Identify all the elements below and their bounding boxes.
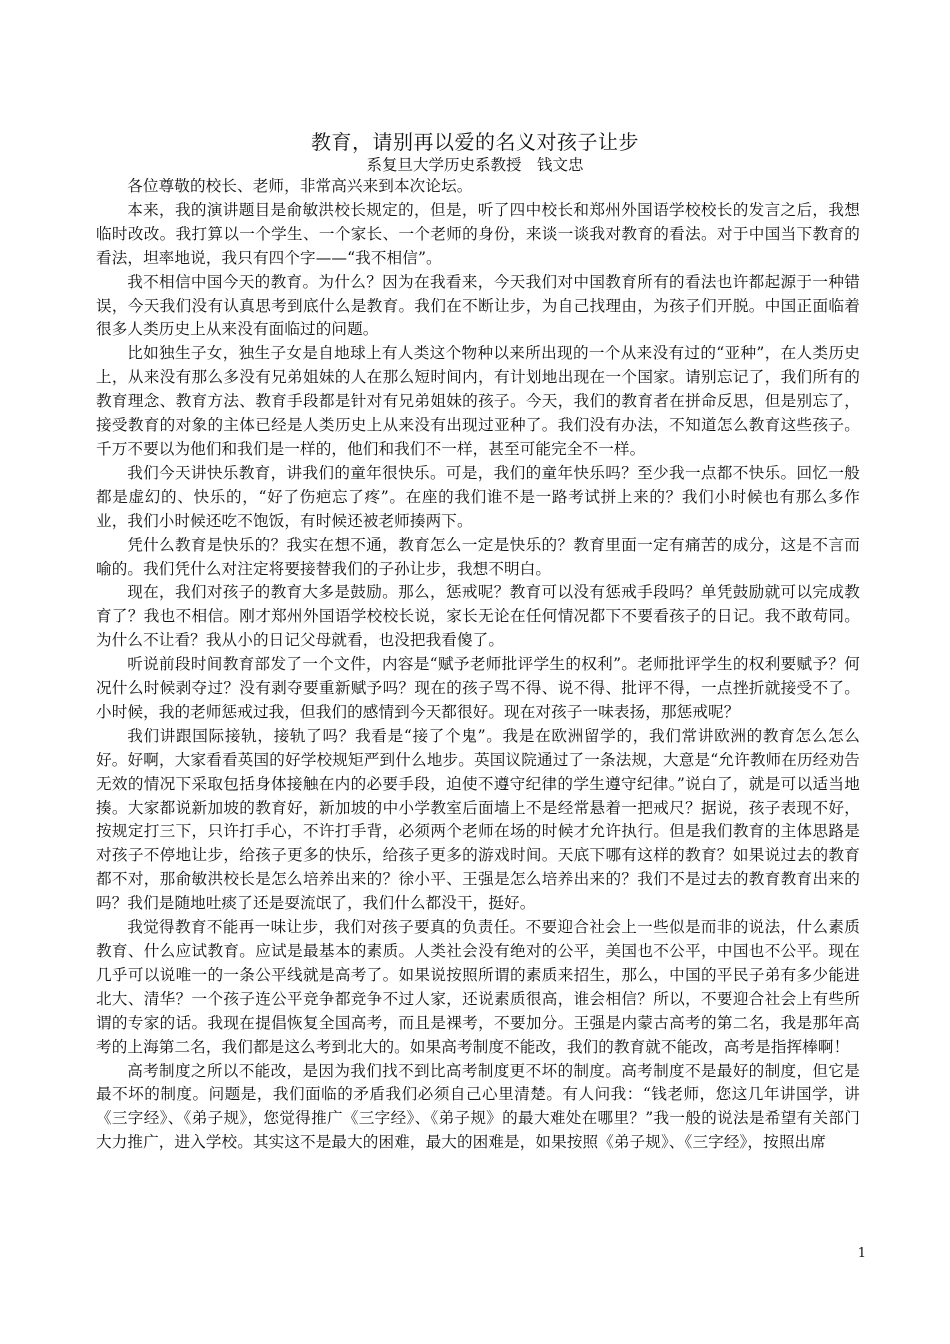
page-number: 1: [857, 1246, 866, 1261]
paragraph: 凭什么教育是快乐的？我实在想不通，教育怎么一定是快乐的？教育里面一定有痛苦的成分，这是不言而喻的。我们凭什么对注定将要接替我们的子孙让步，我想不明白。: [96, 535, 860, 578]
paragraph: 听说前段时间教育部发了一个文件，内容是“赋予老师批评学生的权利”。老师批评学生的权利要赋予？何况什么时候剥夺过？没有剥夺要重新赋予吗？现在的孩子骂不得、说不得、批评不得，一点挫折就接受不了。小时候，我的老师惩戒过我，但我们的感情到今天都很好。现在对孩子一味表扬，那惩戒呢？: [96, 655, 860, 721]
paragraph: 我不相信中国今天的教育。为什么？因为在我看来，今天我们对中国教育所有的看法也许都起源于一种错误，今天我们没有认真思考到底什么是教育。我们在不断让步，为自己找理由，为孩子们开脱。中国正面临着很多人类历史上从来没有面临过的问题。: [96, 272, 860, 339]
paragraph: 现在，我们对孩子的教育大多是鼓励。那么，惩戒呢？教育可以没有惩戒手段吗？单凭鼓励就可以完成教育了？我也不相信。刚才郑州外国语学校校长说，家长无论在任何情况都下不要看孩子的日记。我不敢苟同。为什么不让看？我从小的日记父母就看，也没把我看傻了。: [96, 583, 860, 650]
document-subtitle: 系复旦大学历史系教授 钱文忠: [366, 156, 584, 174]
paragraph: 我觉得教育不能再一味让步，我们对孩子要真的负责任。不要迎合社会上一些似是而非的说法，什么素质教育、什么应试教育。应试是最基本的素质。人类社会没有绝对的公平，美国也不公平，中国也不公平。现在几乎可以说唯一的一条公平线就是高考了。如果说按照所谓的素质来招生，那么，中国的平民子弟有多少能进北大、清华？一个孩子连公平竞争都竞争不过人家，还说素质很高，谁会相信？所以，不要迎合社会上有些所谓的专家的话。我现在提倡恢复全国高考，而且是裸考，不要加分。王强是内蒙古高考的第二名，我是那年高考的上海第二名，我们都是这么考到北大的。如果高考制度不能改，我们的教育就不能改，高考是指挥棒啊！: [96, 918, 860, 1056]
paragraph: 我们今天讲快乐教育，讲我们的童年很快乐。可是，我们的童年快乐吗？至少我一点都不快乐。回忆一般都是虚幻的、快乐的，“好了伤疤忘了疼”。在座的我们谁不是一路考试拼上来的？我们小时候也有那么多作业，我们小时候还吃不饱饭，有时候还被老师揍两下。: [96, 463, 860, 530]
paragraph: 比如独生子女，独生子女是自地球上有人类这个物种以来所出现的一个从来没有过的“亚种”，在人类历史上，从来没有那么多没有兄弟姐妹的人在那么短时间内，有计划地出现在一个国家。请别忘记了，我们所有的教育理念、教育方法、教育手段都是针对有兄弟姐妹的孩子。今天，我们的教育者在拼命反思，但是别忘了，接受教育的对象的主体已经是人类历史上从来没有出现过亚种了。我们没有办法，不知道怎么教育这些孩子。千万不要以为他们和我们是一样的，他们和我们不一样，甚至可能完全不一样。: [96, 344, 860, 458]
document-body: [96, 175, 860, 1155]
paragraph: 本来，我的演讲题目是俞敏洪校长规定的，但是，听了四中校长和郑州外国语学校校长的发言之后，我想临时改改。我打算以一个学生、一个家长、一个老师的身份，来谈一谈我对教育的看法。对于中国当下教育的看法，坦率地说，我只有四个字——“我不相信”。: [96, 200, 860, 267]
paragraph: 我们讲跟国际接轨，接轨了吗？我看是“接了个鬼”。我是在欧洲留学的，我们常讲欧洲的教育怎么怎么好。好啊，大家看看英国的好学校规矩严到什么地步。英国议院通过了一条法规，大意是“允许教师在历经劝告无效的情况下采取包括身体接触在内的必要手段，迫使不遵守纪律的学生遵守纪律。”说白了，就是可以适当地揍。大家都说新加坡的教育好，新加坡的中小学教室后面墙上不是经常悬着一把戒尺？据说，孩子表现不好，按规定打三下，只许打手心，不许打手背，必须两个老师在场的时候才允许执行。但是我们教育的主体思路是对孩子不停地让步，给孩子更多的快乐，给孩子更多的游戏时间。天底下哪有这样的教育？如果说过去的教育都不对，那俞敏洪校长是怎么培养出来的？徐小平、王强是怎么培养出来的？我们不是过去的教育教育出来的吗？我们是随地吐痰了还是耍流氓了，我们什么都没干，挺好。: [96, 726, 860, 913]
paragraph: 各位尊敬的校长、老师，非常高兴来到本次论坛。: [127, 177, 473, 195]
document-title: 教育，请别再以爱的名义对孩子让步: [311, 130, 639, 154]
paragraph: 高考制度之所以不能改，是因为我们找不到比高考制度更不坏的制度。高考制度不是最好的制度，但它是最不坏的制度。问题是，我们面临的矛盾我们必须自己心里清楚。有人问我：“钱老师，您这几年讲国学，讲《三字经》、《弟子规》，您觉得推广《三字经》、《弟子规》的最大难处在哪里？”我一般的说法是希望有关部门大力推广，进入学校。其实这不是最大的困难，最大的困难是，如果按照《弟子规》、《三字经》，按照出席: [96, 1061, 860, 1152]
